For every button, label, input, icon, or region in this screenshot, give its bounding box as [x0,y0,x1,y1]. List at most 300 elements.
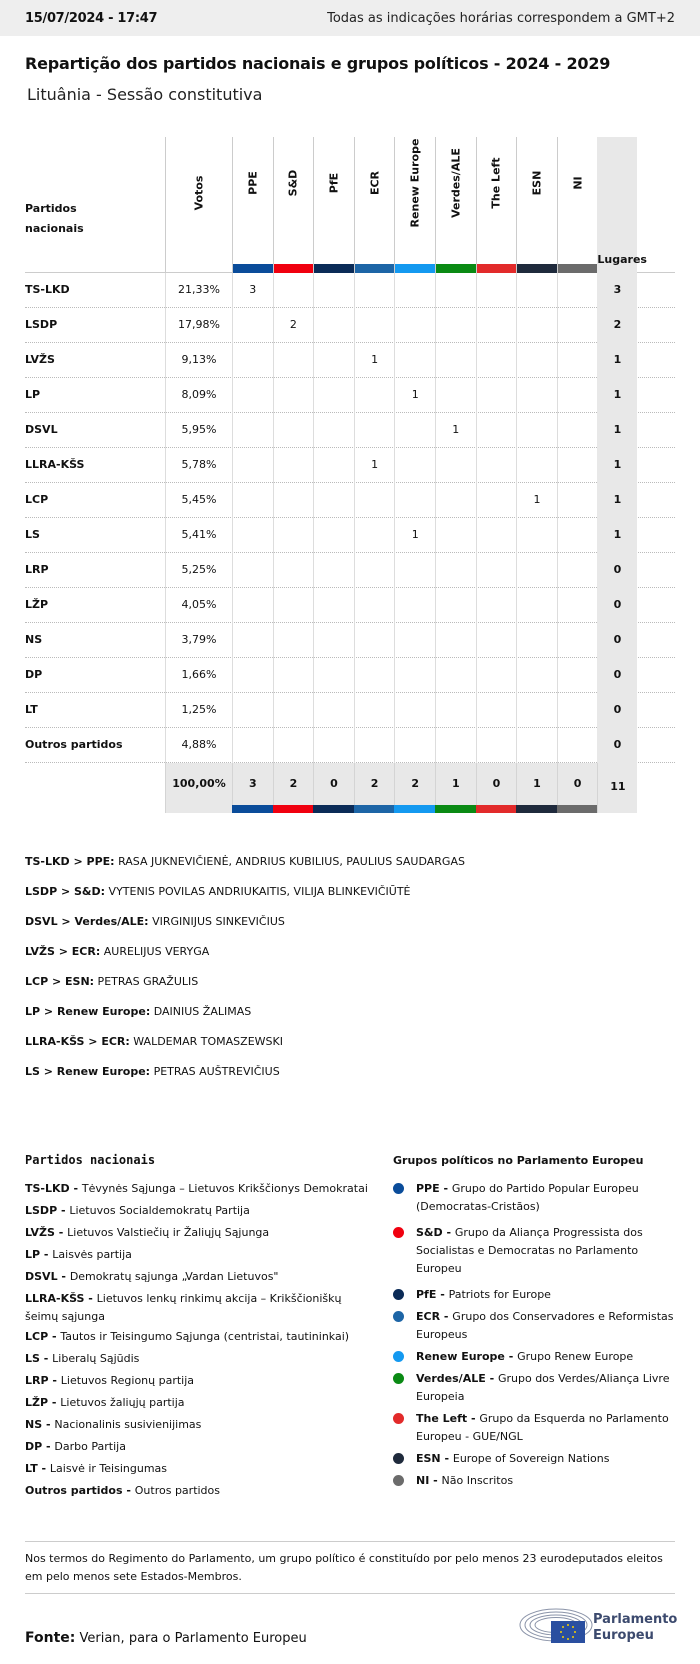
group-color-bar [394,805,435,813]
seats-cell: 0 [597,728,637,763]
total-bar-wrap [313,763,354,813]
seats-cell: 1 [597,343,637,378]
group-seat-cell [273,693,314,728]
seat-distribution-table [25,137,675,813]
mep-entry [25,1065,280,1078]
group-color-bar [354,805,395,813]
legend-national-item [25,1372,375,1390]
group-seat-cell [557,588,598,623]
legend-abbr: NS - [25,1418,55,1431]
group-seat-cell [394,273,435,308]
seats-cell: 1 [597,413,637,448]
legend-abbr: Outros partidos - [25,1484,135,1497]
group-color-bar [557,805,598,813]
group-header-label: Verdes/ALE [449,148,463,218]
mep-party-group: LP > Renew Europe: [25,1005,151,1018]
votes-cell: 9,13% [165,343,232,378]
group-seat-cell [313,378,354,413]
legend-full-name: Darbo Partija [54,1440,126,1453]
mep-names: PETRAS AUŠTREVIČIUS [150,1065,280,1078]
group-seat-cell [516,308,557,343]
group-color-bar [274,264,314,273]
legend-group-text [416,1180,681,1216]
group-seat-cell [394,413,435,448]
group-seat-cell [313,623,354,658]
legend-full-name: Lietuvos Valstiečių ir Žaliųjų Sąjunga [67,1226,270,1239]
group-seat-cell [232,553,273,588]
seats-cell: 1 [597,483,637,518]
legend-full-name: Grupo da Aliança Progressista dos Socialistas e Democratas no Parlamento Europeu [416,1226,643,1275]
total-bar-wrap [557,763,598,813]
mep-entry [25,885,411,898]
legend-abbr: LP - [25,1248,53,1261]
group-seat-cell [476,308,517,343]
group-column-header [476,137,517,273]
mep-names: RASA JUKNEVIČIENĖ, ANDRIUS KUBILIUS, PAULIUS SAUDARGAS [114,855,465,868]
group-seat-cell [273,343,314,378]
group-seat-cell [557,413,598,448]
group-color-bar [476,805,517,813]
source [25,1630,307,1646]
seats-cell: 0 [597,588,637,623]
group-seat-cell [435,483,476,518]
group-color-dot-icon [393,1227,404,1238]
legend-abbr: Renew Europe - [416,1350,518,1363]
legend-full-name: Lietuvos Socialdemokratų Partija [69,1204,250,1217]
group-seat-cell [435,378,476,413]
group-seat-cell [557,553,598,588]
legend-abbr: The Left - [416,1412,480,1425]
group-seat-cell [435,693,476,728]
group-seat-cell: 2 [273,308,314,343]
legend-group-text [416,1472,681,1490]
votes-column-header [165,137,232,273]
legend-full-name: Não Inscritos [441,1474,514,1487]
legend-abbr: LLRA-KŠS - [25,1292,97,1305]
group-seat-cell [354,378,395,413]
group-color-dot-icon [393,1311,404,1322]
seats-cell: 2 [597,308,637,343]
legend-abbr: DSVL - [25,1270,70,1283]
legend-full-name: Grupo da Esquerda no Parlamento Europeu - GUE/NGL [416,1412,669,1443]
party-name: DP [25,668,43,681]
mep-party-group: TS-LKD > PPE: [25,855,115,868]
group-color-bar [355,264,395,273]
table-row [25,273,675,308]
logo-text [593,1612,677,1644]
group-seat-cell [273,553,314,588]
legend-abbr: LS - [25,1352,53,1365]
mep-entry [25,855,465,868]
total-bar-wrap [273,763,314,813]
legend-full-name: Tautos ir Teisingumo Sąjunga (centristai, tautininkai) [60,1330,350,1343]
total-bar-wrap [394,763,435,813]
totals-row [25,763,675,813]
group-seat-cell: 1 [435,413,476,448]
party-name: NS [25,633,43,646]
group-seat-cell [435,588,476,623]
total-group-cell: 0 [557,763,598,813]
party-name: LT [25,703,38,716]
total-seats-cell: 11 [597,763,637,813]
total-bar-wrap [516,763,557,813]
group-column-header [557,137,598,273]
table-row [25,658,675,693]
legend-full-name: Patriots for Europe [448,1288,551,1301]
party-name: LS [25,528,40,541]
mep-names: VYTENIS POVILAS ANDRIUKAITIS, VILIJA BLINKEVIČIŪTĖ [105,885,411,898]
seats-header-label: Lugares [597,253,647,266]
group-seat-cell: 1 [354,343,395,378]
seats-cell: 3 [597,273,637,308]
group-seat-cell [476,483,517,518]
table-row [25,588,675,623]
group-seat-cell: 1 [394,378,435,413]
party-name: LSDP [25,318,58,331]
legend-abbr: DP - [25,1440,55,1453]
group-column-header [232,137,273,273]
party-name: LLRA-KŠS [25,458,85,471]
group-seat-cell [435,623,476,658]
group-seat-cell [313,693,354,728]
total-group-cell: 0 [313,763,354,813]
group-color-bar [516,805,557,813]
seats-cell: 1 [597,518,637,553]
group-seat-cell [313,413,354,448]
group-seat-cell [273,413,314,448]
legend-full-name: Europe of Sovereign Nations [452,1452,610,1465]
group-color-bar [477,264,517,273]
group-seat-cell [476,693,517,728]
group-seat-cell [354,728,395,763]
votes-cell: 4,88% [165,728,232,763]
party-name: TS-LKD [25,283,70,296]
mep-party-group: LCP > ESN: [25,975,95,988]
total-group-cell: 3 [232,763,273,813]
group-seat-cell [476,658,517,693]
legend-national-item [25,1180,375,1198]
group-color-bar [232,805,273,813]
votes-cell: 5,41% [165,518,232,553]
group-seat-cell [394,728,435,763]
legend-national-item [25,1328,375,1346]
mep-entry [25,915,285,928]
mep-party-group: LVŽS > ECR: [25,945,101,958]
group-seat-cell [394,483,435,518]
group-seat-cell [516,413,557,448]
group-seat-cell [516,553,557,588]
group-header-label: PPE [246,171,260,195]
table-row [25,448,675,483]
party-column-header: Partidos nacionais [25,202,84,235]
legend-full-name: Laisvės partija [52,1248,132,1261]
group-seat-cell [435,343,476,378]
mep-party-group: DSVL > Verdes/ALE: [25,915,149,928]
group-seat-cell [232,588,273,623]
legend-abbr: Verdes/ALE - [416,1372,498,1385]
legend-abbr: LŽP - [25,1396,61,1409]
group-color-bar [233,264,273,273]
total-bar-wrap [435,763,476,813]
legend-full-name: Lietuvos Regionų partija [60,1374,195,1387]
group-seat-cell [516,343,557,378]
votes-cell: 8,09% [165,378,232,413]
group-seat-cell [435,448,476,483]
source-text: Verian, para o Parlamento Europeu [75,1631,307,1646]
party-name: DSVL [25,423,58,436]
group-seat-cell [354,518,395,553]
group-seat-cell [516,518,557,553]
group-seat-cell [232,518,273,553]
group-color-dot-icon [393,1183,404,1194]
group-seat-cell [273,483,314,518]
group-seat-cell [354,308,395,343]
table-row [25,553,675,588]
group-color-bar [314,264,354,273]
source-label: Fonte: [25,1630,76,1646]
group-seat-cell [557,273,598,308]
legend-full-name: Laisvė ir Teisingumas [49,1462,168,1475]
total-group-cell: 2 [394,763,435,813]
votes-cell: 5,25% [165,553,232,588]
mep-names: AURELIJUS VERYGA [100,945,210,958]
group-seat-cell [476,588,517,623]
total-bar-wrap [354,763,395,813]
group-seat-cell [232,413,273,448]
seats-cell: 0 [597,658,637,693]
group-column-header [354,137,395,273]
group-seat-cell [476,413,517,448]
group-seat-cell [394,623,435,658]
votes-cell: 17,98% [165,308,232,343]
group-seat-cell [273,378,314,413]
mep-entry [25,975,198,988]
group-seat-cell [232,658,273,693]
legend-group-text [416,1224,681,1278]
group-seat-cell [273,623,314,658]
group-seat-cell [516,693,557,728]
table-row [25,728,675,763]
party-name: LVŽS [25,353,55,366]
votes-cell: 21,33% [165,273,232,308]
legend-abbr: ECR - [416,1310,453,1323]
legend-full-name: Demokratų sąjunga „Vardan Lietuvos" [69,1270,279,1283]
group-seat-cell [476,728,517,763]
footnote: Nos termos do Regimento do Parlamento, um grupo político é constituído por pelo menos 23 eurodeputados eleitos em pelo menos sete Estados-Membros. [25,1552,663,1583]
group-seat-cell [476,273,517,308]
total-group-cell: 2 [273,763,314,813]
seats-column-header [597,137,647,273]
mep-names: VIRGINIJUS SINKEVIČIUS [148,915,285,928]
group-seat-cell [557,378,598,413]
seats-cell: 0 [597,553,637,588]
group-seat-cell [557,483,598,518]
group-seat-cell [232,343,273,378]
group-seat-cell [313,518,354,553]
group-seat-cell [476,623,517,658]
total-group-cell: 2 [354,763,395,813]
mep-entry [25,1005,251,1018]
group-seat-cell [394,658,435,693]
group-seat-cell [516,728,557,763]
legend-abbr: LCP - [25,1330,61,1343]
group-seat-cell [273,588,314,623]
group-seat-cell [394,553,435,588]
legend-abbr: LT - [25,1462,50,1475]
group-seat-cell [557,308,598,343]
group-header-label: ECR [368,170,382,196]
group-seat-cell: 1 [354,448,395,483]
group-seat-cell [232,623,273,658]
legend-group-text [416,1348,681,1366]
group-seat-cell: 1 [394,518,435,553]
group-seat-cell [394,308,435,343]
group-seat-cell [354,553,395,588]
page-title: Repartição dos partidos nacionais e grupos políticos - 2024 - 2029 [25,54,611,73]
legend-group-text [416,1308,681,1344]
legend-national-item [25,1350,375,1368]
legend-full-name: Lietuvos lenkų rinkimų akcija – Krikščioniškų šeimų sąjunga [25,1292,342,1323]
legend-national-item [25,1482,375,1500]
group-seat-cell: 3 [232,273,273,308]
total-group-cell: 0 [476,763,517,813]
group-seat-cell [516,623,557,658]
legend-full-name: Lietuvos žaliųjų partija [60,1396,185,1409]
votes-cell: 3,79% [165,623,232,658]
group-seat-cell [516,658,557,693]
table-row [25,343,675,378]
total-group-cell: 1 [435,763,476,813]
legend-national-item [25,1224,375,1242]
logo-line-1: Parlamento [593,1612,678,1627]
group-seat-cell [313,273,354,308]
seats-cell: 0 [597,693,637,728]
group-header-label: S&D [286,169,300,197]
party-name: Outros partidos [25,738,123,751]
group-seat-cell [232,728,273,763]
group-seat-cell [476,343,517,378]
table-row [25,693,675,728]
votes-cell: 1,25% [165,693,232,728]
group-seat-cell [354,693,395,728]
group-color-bar [435,805,476,813]
group-seat-cell [394,343,435,378]
legend-full-name: Grupo do Partido Popular Europeu (Democratas-Cristãos) [416,1182,639,1213]
group-seat-cell [232,378,273,413]
group-column-header [435,137,476,273]
table-row [25,413,675,448]
group-header-label: ESN [530,170,544,196]
legend-national-item [25,1438,375,1456]
legend-group-text [416,1410,681,1446]
group-color-dot-icon [393,1373,404,1384]
group-seat-cell [273,728,314,763]
group-seat-cell [476,553,517,588]
party-name: LŽP [25,598,49,611]
group-column-header [394,137,435,273]
total-votes-cell: 100,00% [165,763,232,813]
group-color-dot-icon [393,1453,404,1464]
group-seat-cell [476,378,517,413]
group-seat-cell [516,378,557,413]
group-seat-cell [232,448,273,483]
legend-abbr: ESN - [416,1452,453,1465]
legend-full-name: Liberalų Sąjūdis [52,1352,140,1365]
votes-cell: 1,66% [165,658,232,693]
group-color-bar [395,264,435,273]
group-seat-cell [435,658,476,693]
group-header-label: PfE [327,172,341,194]
group-seat-cell [313,553,354,588]
table-row [25,378,675,413]
group-seat-cell [435,518,476,553]
mep-names: PETRAS GRAŽULIS [94,975,199,988]
group-column-header [273,137,314,273]
top-bar [0,0,700,36]
legend-abbr: NI - [416,1474,442,1487]
group-seat-cell [557,658,598,693]
legend-full-name: Grupo dos Verdes/Aliança Livre Europeia [416,1372,670,1403]
seats-cell: 1 [597,378,637,413]
group-seat-cell: 1 [516,483,557,518]
group-seat-cell [476,518,517,553]
group-header-label: NI [571,176,585,190]
group-header-label: The Left [489,157,503,209]
mep-entry [25,1035,283,1048]
group-color-bar [558,264,598,273]
legend-abbr: LVŽS - [25,1226,68,1239]
votes-cell: 4,05% [165,588,232,623]
total-bar-wrap [232,763,273,813]
legend-national-item [25,1202,375,1220]
legend-abbr: LRP - [25,1374,61,1387]
votes-header-label: Votos [192,175,206,211]
logo-line-2: Europeu [593,1628,654,1643]
group-seat-cell [273,273,314,308]
legend-group-text [416,1450,681,1468]
legend-abbr: LSDP - [25,1204,70,1217]
group-color-dot-icon [393,1289,404,1300]
group-color-dot-icon [393,1475,404,1486]
group-seat-cell [354,413,395,448]
votes-cell: 5,95% [165,413,232,448]
legend-national-item [25,1394,375,1412]
legend-groups-title: Grupos políticos no Parlamento Europeu [393,1154,644,1167]
group-color-bar [517,264,557,273]
page-subtitle: Lituânia - Sessão constitutiva [27,85,263,104]
group-seat-cell [557,448,598,483]
timezone-note: Todas as indicações horárias correspondem a GMT+2 [327,10,675,26]
group-seat-cell [273,658,314,693]
group-color-bar [273,805,314,813]
group-seat-cell [232,693,273,728]
legend-group-text [416,1286,681,1304]
group-seat-cell [557,623,598,658]
group-seat-cell [557,728,598,763]
legend-full-name: Nacionalinis susivienijimas [54,1418,202,1431]
legend-abbr: TS-LKD - [25,1182,82,1195]
group-seat-cell [516,273,557,308]
legend-full-name: Outros partidos [134,1484,221,1497]
group-seat-cell [354,588,395,623]
mep-party-group: LS > Renew Europe: [25,1065,151,1078]
group-seat-cell [435,728,476,763]
table-row [25,623,675,658]
total-group-cell: 1 [516,763,557,813]
group-seat-cell [516,448,557,483]
legend-full-name: Grupo dos Conservadores e Reformistas Europeus [416,1310,674,1341]
group-seat-cell [313,483,354,518]
